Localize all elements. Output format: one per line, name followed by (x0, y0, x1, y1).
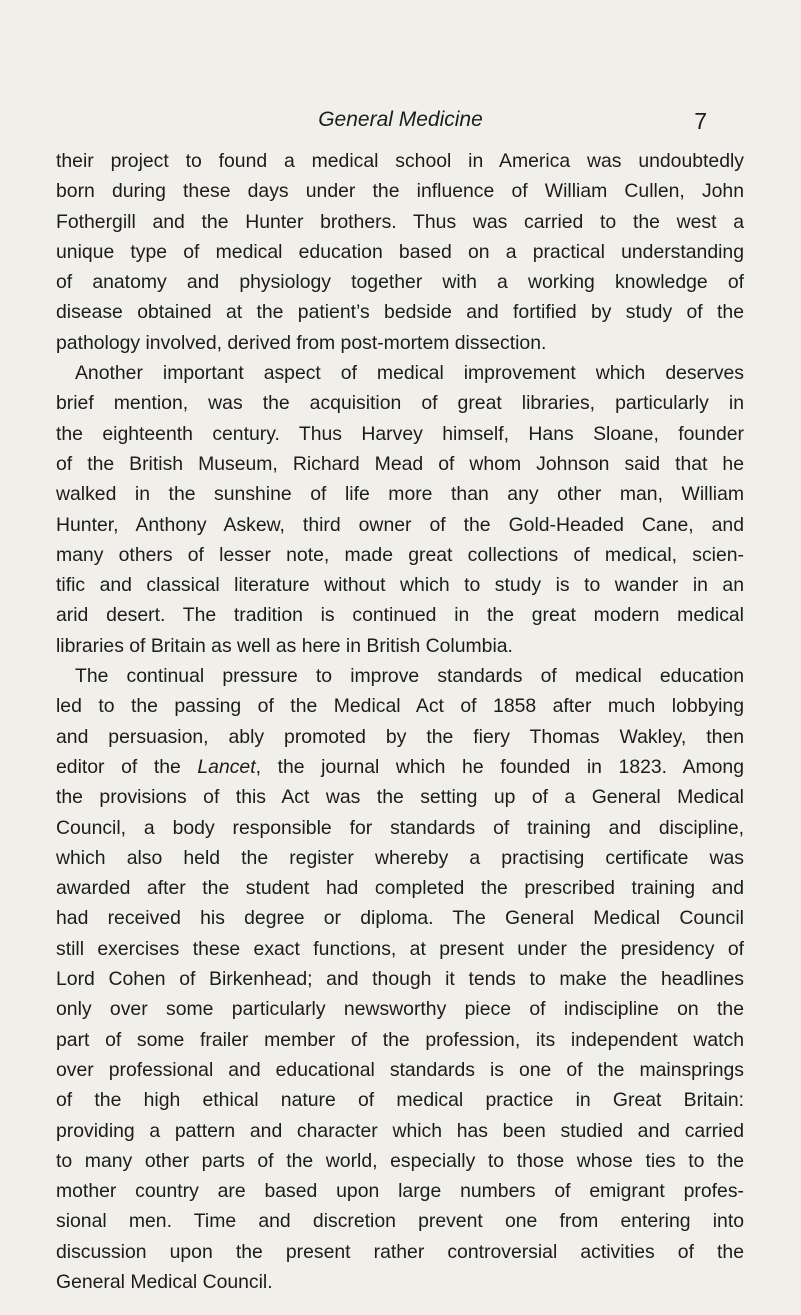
text-line: of the British Museum, Richard Mead of whom Johnson said that he (56, 452, 744, 475)
text-line: libraries of Britain as well as here in British Columbia. (56, 634, 513, 657)
text-line: walked in the sunshine of life more than any other man, William (56, 483, 744, 506)
body-text (56, 146, 744, 1297)
paragraph-1 (56, 146, 744, 358)
text-line: to many other parts of the world, especially to those whose ties to the (56, 1149, 744, 1172)
text-line: still exercises these exact functions, at present under the presidency of (56, 937, 744, 960)
running-title: General Medicine (318, 108, 483, 131)
text-line: born during these days under the influence of William Cullen, John (56, 180, 744, 203)
text-fragment: , the journal which he founded in 1823. Among (255, 755, 745, 778)
text-line: Hunter, Anthony Askew, third owner of the Gold-Headed Cane, and (56, 513, 744, 536)
text-line: their project to found a medical school in America was undoubtedly (56, 150, 744, 172)
page-header (0, 108, 801, 138)
text-line: General Medical Council. (56, 1270, 273, 1293)
text-line: disease obtained at the patient’s bedside and fortified by study of the (56, 301, 744, 324)
text-line: over professional and educational standards is one of the mainsprings (56, 1058, 744, 1081)
text-line: Lord Cohen of Birkenhead; and though it tends to make the headlines (56, 968, 744, 991)
text-line: which also held the register whereby a practising certificate was (56, 846, 744, 869)
text-line: The continual pressure to improve standards of medical education (75, 665, 744, 688)
text-fragment: editor of the (56, 755, 198, 778)
text-line: mother country are based upon large numbers of emigrant profes- (56, 1180, 744, 1203)
text-line: part of some frailer member of the profession, its independent watch (56, 1028, 744, 1051)
paragraph-2 (56, 358, 744, 661)
text-line: tific and classical literature without which to study is to wander in an (56, 574, 744, 597)
text-line: unique type of medical education based on a practical understanding (56, 240, 744, 263)
text-line: only over some particularly newsworthy piece of indiscipline on the (56, 998, 744, 1021)
text-line: awarded after the student had completed the prescribed training and (56, 877, 744, 900)
text-line-with-italic (56, 752, 744, 782)
text-line: the eighteenth century. Thus Harvey himself, Hans Sloane, founder (56, 422, 744, 445)
text-line: providing a pattern and character which has been studied and carried (56, 1119, 744, 1142)
text-line: Fothergill and the Hunter brothers. Thus was carried to the west a (56, 210, 744, 233)
text-line: of anatomy and physiology together with a working knowledge of (56, 271, 744, 294)
text-line: had received his degree or diploma. The General Medical Council (56, 907, 744, 930)
journal-title: Lancet (197, 755, 256, 778)
text-line: the provisions of this Act was the setting up of a General Medical (56, 786, 744, 809)
page-number: 7 (694, 108, 707, 134)
text-line: discussion upon the present rather controversial activities of the (56, 1240, 744, 1263)
text-line: led to the passing of the Medical Act of 1858 after much lobbying (56, 695, 744, 718)
text-line: and persuasion, ably promoted by the fiery Thomas Wakley, then (56, 725, 744, 748)
text-line: brief mention, was the acquisition of great libraries, particularly in (56, 392, 744, 415)
text-line: of the high ethical nature of medical practice in Great Britain: (56, 1089, 744, 1112)
text-line: pathology involved, derived from post-mortem dissection. (56, 331, 547, 354)
text-line: arid desert. The tradition is continued in the great modern medical (56, 604, 744, 627)
paragraph-3 (56, 661, 744, 1297)
text-line: Council, a body responsible for standards of training and discipline, (56, 816, 744, 839)
text-line: Another important aspect of medical improvement which deserves (75, 362, 744, 385)
text-line: sional men. Time and discretion prevent one from entering into (56, 1210, 744, 1233)
text-line: many others of lesser note, made great collections of medical, scien- (56, 543, 744, 566)
